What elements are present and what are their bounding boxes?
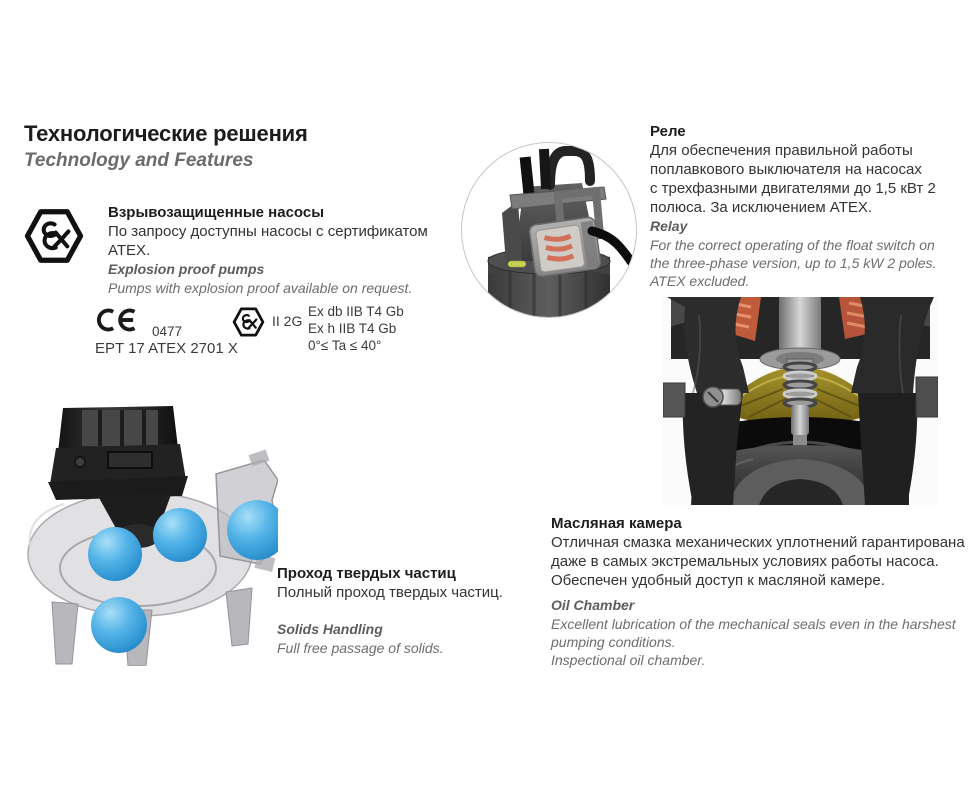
explosion-heading-ru: Взрывозащищенные насосы bbox=[108, 204, 325, 221]
relay-body-ru-line: Для обеспечения правильной работы bbox=[650, 142, 913, 159]
marking-line: Ex db IIB T4 Gb bbox=[308, 304, 404, 319]
marking-line: Ex h IIB T4 Gb bbox=[308, 321, 397, 336]
page-title-block bbox=[24, 121, 308, 172]
relay-body-en-line: For the correct operating of the float switch on bbox=[650, 237, 935, 253]
page-title-en: Technology and Features bbox=[24, 150, 254, 171]
oil-body-en-line: pumping conditions. bbox=[551, 634, 676, 650]
ex-atex-hexagon-icon bbox=[24, 205, 84, 272]
page-title-ru: Технологические решения bbox=[24, 121, 308, 146]
equipment-group-label: II 2G bbox=[272, 313, 303, 329]
relay-heading-ru: Реле bbox=[650, 123, 686, 140]
oil-body-en-line: Excellent lubrication of the mechanical seals even in the harshest bbox=[551, 616, 956, 632]
explosion-body-ru-line: ATEX. bbox=[108, 242, 151, 259]
ce-notified-body-number: 0477 bbox=[152, 324, 183, 339]
oil-heading-ru: Масляная камера bbox=[551, 515, 682, 532]
solids-heading-ru: Проход твердых частиц bbox=[277, 565, 456, 582]
explosion-heading-en: Explosion proof pumps bbox=[108, 261, 265, 277]
atex-marking-lines bbox=[308, 303, 404, 354]
relay-body-ru-line: с трехфазными двигателями до 1,5 кВт 2 bbox=[650, 180, 936, 197]
relay-heading-en: Relay bbox=[650, 218, 688, 234]
float-switch-photo bbox=[461, 142, 637, 318]
solids-body-en: Full free passage of solids. bbox=[277, 640, 444, 656]
solids-body-ru: Полный проход твердых частиц. bbox=[277, 584, 503, 601]
oil-body-en-line: Inspectional oil chamber. bbox=[551, 652, 706, 668]
oil-section bbox=[551, 514, 977, 669]
relay-body-ru-line: полюса. За исключением ATEX. bbox=[650, 199, 873, 216]
solids-handling-illustration bbox=[20, 396, 278, 671]
marking-line: 0°≤ Ta ≤ 40° bbox=[308, 338, 382, 353]
explosion-section bbox=[108, 203, 448, 297]
oil-body-ru-line: даже в самых экстремальных условиях работы насоса. bbox=[551, 553, 939, 570]
ce-mark-icon bbox=[95, 304, 151, 341]
explosion-body-en-line: Pumps with explosion proof available on request. bbox=[108, 280, 413, 296]
oil-chamber-cutaway bbox=[663, 297, 938, 510]
ex-atex-hexagon-icon-small bbox=[232, 307, 265, 342]
relay-body-en-line: ATEX excluded. bbox=[650, 273, 750, 289]
relay-section bbox=[650, 122, 977, 290]
relay-body-en-line: the three-phase version, up to 1,5 kW 2 poles. bbox=[650, 255, 937, 271]
atex-certificate-number: EPT 17 ATEX 2701 X bbox=[95, 340, 238, 357]
explosion-body-ru-line: По запросу доступны насосы с сертификатом bbox=[108, 223, 428, 240]
oil-body-ru-line: Отличная смазка механических уплотнений гарантирована bbox=[551, 534, 965, 551]
oil-body-ru-line: Обеспечен удобный доступ к масляной камере. bbox=[551, 572, 885, 589]
solids-section bbox=[277, 564, 517, 657]
oil-heading-en: Oil Chamber bbox=[551, 597, 635, 613]
relay-body-ru-line: поплавкового выключателя на насосах bbox=[650, 161, 922, 178]
solids-heading-en: Solids Handling bbox=[277, 621, 383, 637]
